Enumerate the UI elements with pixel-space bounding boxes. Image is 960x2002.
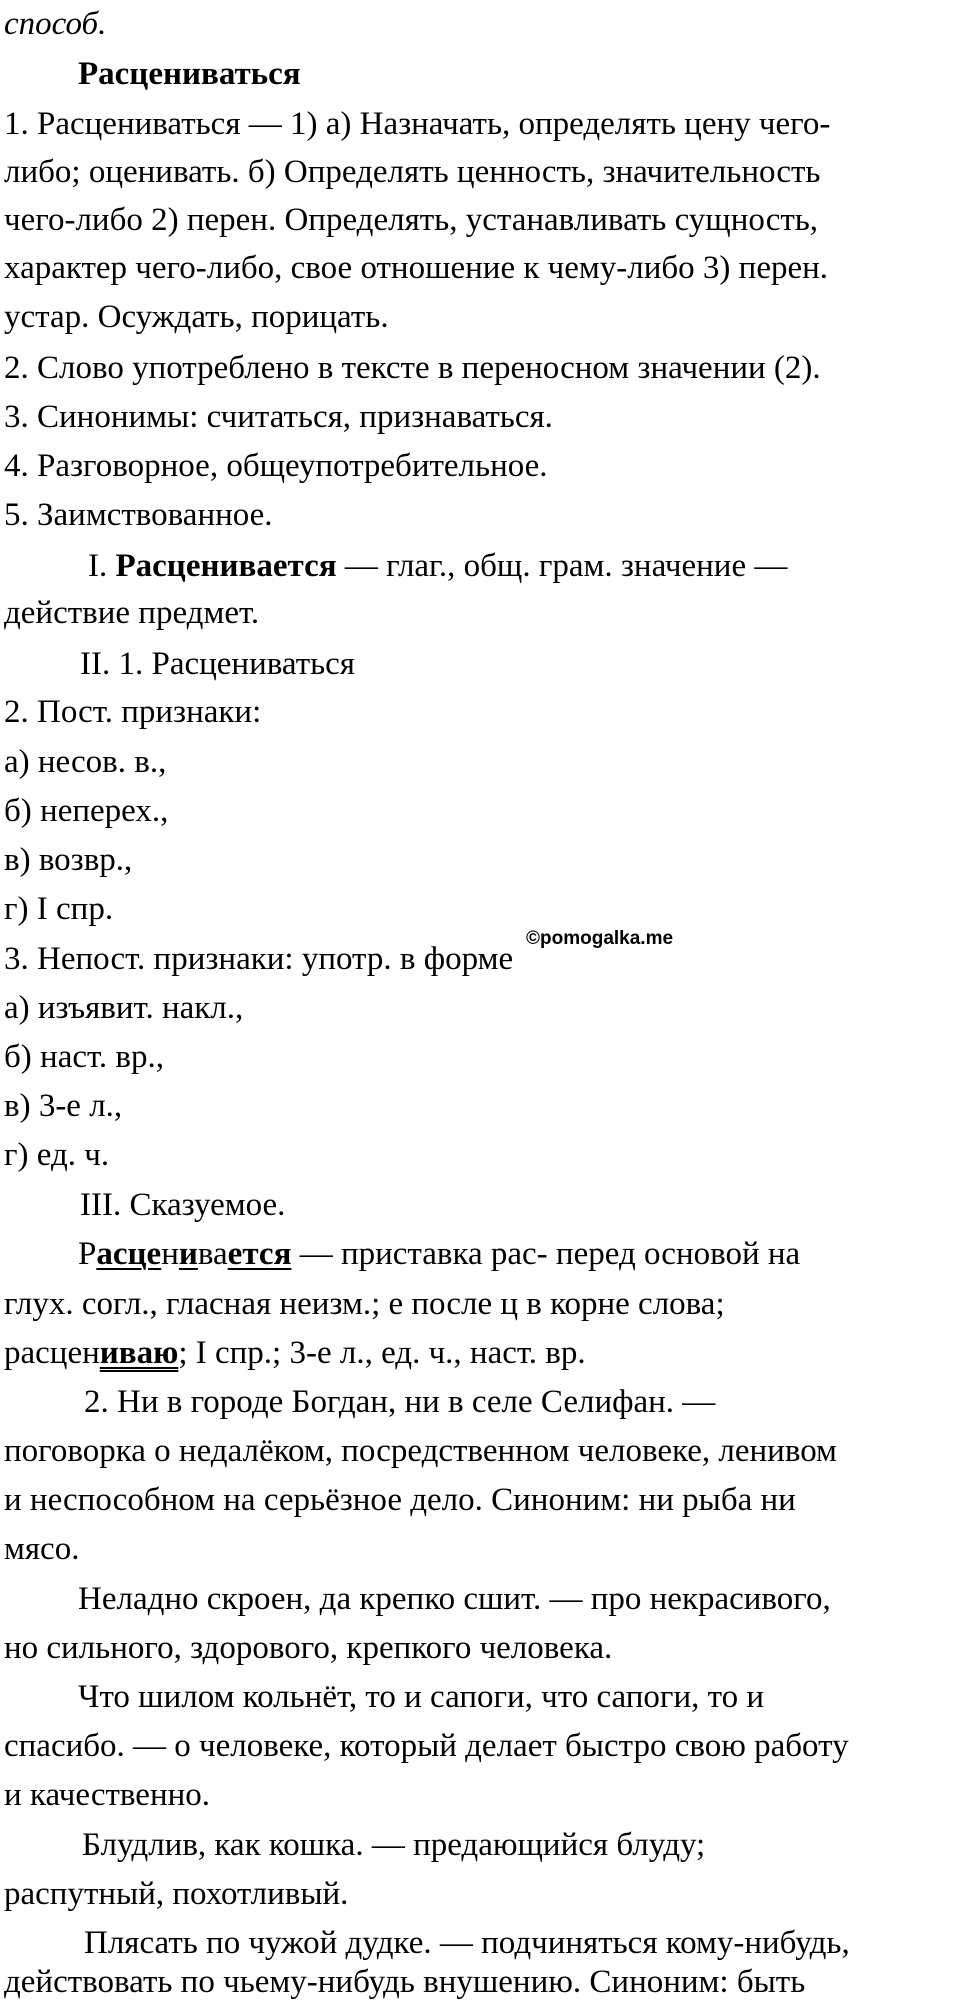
text-line: а) изъявит. накл., (4, 990, 244, 1026)
roman-numeral: I. (88, 548, 116, 584)
text-line: но сильного, здорового, крепкого человека. (4, 1630, 613, 1666)
text-line: б) неперех., (4, 793, 169, 829)
watermark: ©pomogalka.me (526, 928, 674, 949)
analysis-line-I (88, 546, 787, 586)
text-line: способ. (4, 6, 107, 42)
text-line: действие предмет. (4, 595, 260, 631)
text-line: 2. Слово употреблено в тексте в переносном значении (2). (4, 350, 821, 386)
text-line: в) 3-е л., (4, 1088, 123, 1124)
morpheme-prefix: ас (96, 1236, 128, 1272)
text-line: распутный, похотливый. (4, 1876, 349, 1912)
text-fragment: ; I спр.; 3-е л., ед. ч., наст. вр. (178, 1335, 586, 1371)
text-line: г) ед. ч. (4, 1137, 110, 1173)
text-line: мясо. (4, 1531, 80, 1567)
morpheme-vowel: и (178, 1236, 198, 1272)
text-line: II. 1. Расцениваться (80, 646, 355, 682)
text-fragment: — приставка рас- перед основой на (291, 1236, 801, 1272)
heading-word: Расцениваться (78, 56, 301, 92)
text-line: поговорка о недалёком, посредственном человеке, ленивом (4, 1433, 837, 1469)
text-line: 2. Пост. признаки: (4, 694, 262, 730)
text-line: 4. Разговорное, общеупотребительное. (4, 448, 548, 484)
morpheme-root: це (127, 1236, 162, 1272)
proverb-line: Неладно скроен, да крепко сшит. — про некрасивого, (78, 1581, 831, 1617)
morpheme-ending: ется (227, 1236, 292, 1272)
morpheme-letter: ва (197, 1236, 228, 1272)
suffix-analysis-line (4, 1333, 586, 1373)
text-line: в) возвр., (4, 842, 133, 878)
text-fragment: — глаг., общ. грам. значение — (336, 548, 788, 584)
text-line: либо; оценивать. б) Определять ценность, значительность (4, 154, 821, 190)
text-line: глух. согл., гласная неизм.; е после ц в корне слова; (4, 1286, 725, 1322)
text-line: 3. Непост. признаки: употр. в форме (4, 941, 514, 977)
text-line: устар. Осуждать, порицать. (4, 299, 389, 335)
morpheme-letter: Р (78, 1236, 97, 1272)
proverb-line: 2. Ни в городе Богдан, ни в селе Селифан. — (84, 1384, 716, 1420)
morpheme-analysis-line (78, 1234, 800, 1274)
text-line: III. Сказуемое. (80, 1187, 286, 1223)
text-line: а) несов. в., (4, 744, 167, 780)
proverb-line: Что шилом кольнёт, то и сапоги, что сапоги, то и (78, 1679, 765, 1715)
text-line: 3. Синонимы: считаться, признаваться. (4, 399, 553, 435)
text-line: б) наст. вр., (4, 1039, 165, 1075)
text-line: г) I спр. (4, 891, 114, 927)
text-line: 5. Заимствованное. (4, 497, 273, 533)
proverb-line: Плясать по чужой дудке. — подчиняться кому-нибудь, (84, 1925, 850, 1961)
text-line: и неспособном на серьёзное дело. Синоним: ни рыба ни (4, 1482, 796, 1518)
morpheme-suffix: иваю (99, 1335, 179, 1371)
proverb-line: Блудлив, как кошка. — предающийся блуду; (82, 1827, 706, 1863)
text-line: 1. Расцениваться — 1) а) Назначать, определять цену чего- (4, 106, 831, 142)
text-line: спасибо. — о человеке, который делает быстро свою работу (4, 1728, 849, 1764)
text-line: и качественно. (4, 1777, 211, 1813)
text-line: характер чего-либо, свое отношение к чему-либо 3) перен. (4, 250, 829, 286)
text-line: чего-либо 2) перен. Определять, устанавливать сущность, (4, 202, 819, 238)
analyzed-word: Расценивается (115, 548, 337, 584)
morpheme-letter: н (161, 1236, 179, 1272)
text-fragment: расцен (4, 1335, 100, 1371)
text-line: действовать по чьему-нибудь внушению. Синоним: быть (4, 1964, 806, 2000)
